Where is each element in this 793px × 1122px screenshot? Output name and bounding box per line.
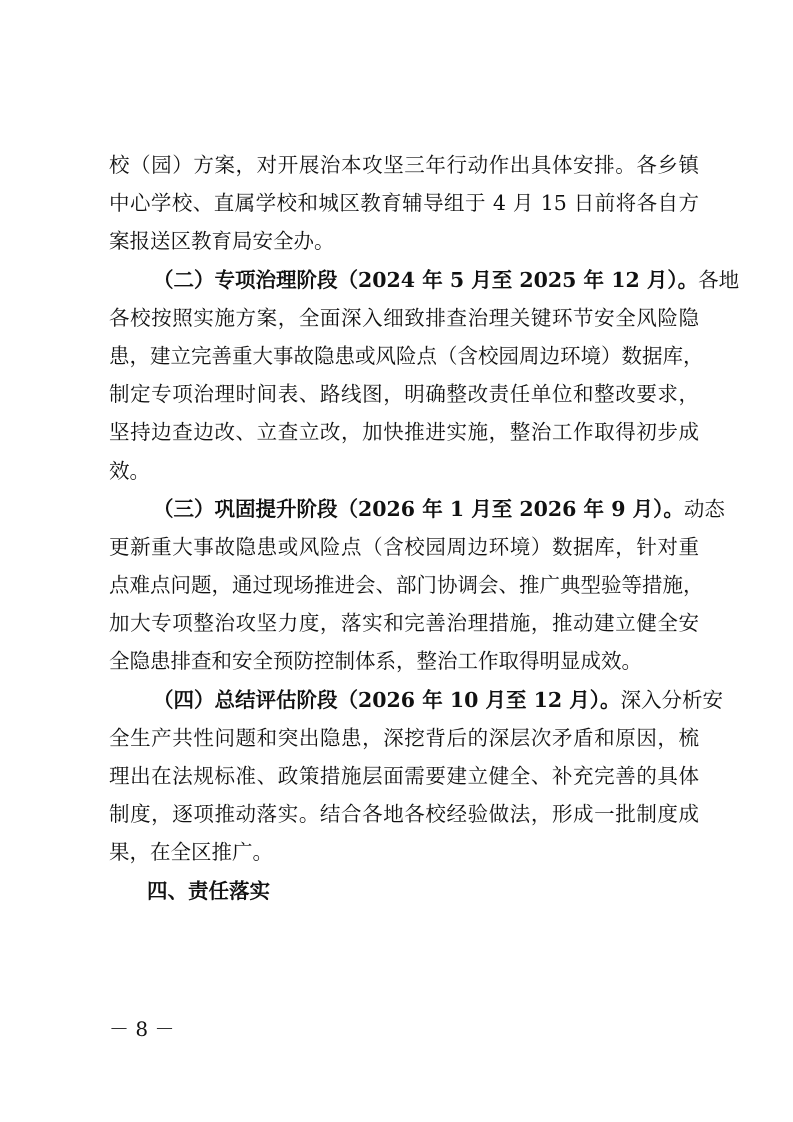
text-line: 各校按照实施方案，全面深入细致排查治理关键环节安全风险隐 [109,305,699,330]
text-line [109,261,740,299]
text-run: 深入分析安 [620,687,724,712]
text-line: 制度，逐项推动落实。结合各地各校经验做法，形成一批制度成 [109,802,699,827]
text-line: 全隐患排查和安全预防控制体系，整治工作取得明显成效。 [109,649,642,674]
text-line: 全生产共性问题和突出隐患，深挖背后的深层次矛盾和原因，梳 [109,725,699,750]
phase-heading: （二）专项治理阶段（2024 年 5 月至 2025 年 12 月）。 [153,267,699,292]
text-line: 点难点问题，通过现场推进会、部门协调会、推广典型验等措施， [109,573,704,598]
paragraph-special-governance [109,261,740,490]
phase-heading: （三）巩固提升阶段（2026 年 1 月至 2026 年 9 月）。 [153,496,684,521]
text-line: 更新重大事故隐患或风险点（含校园周边环境）数据库，针对重 [109,534,699,559]
text-run: 动态 [683,496,725,521]
paragraph-consolidation [109,490,725,681]
text-line: 中心学校、直属学校和城区教育辅导组于 4 月 15 日前将各自方 [109,191,699,216]
page-number: － 8 － [109,1017,175,1041]
paragraph-continuation [109,146,699,261]
text-line [109,681,724,719]
text-line: 坚持边查边改、立查立改，加快推进实施，整治工作取得初步成 [109,420,699,445]
text-line: 效。 [109,458,150,483]
paragraph-summary-evaluation [109,681,724,872]
phase-heading: （四）总结评估阶段（2026 年 10 月至 12 月）。 [153,687,621,712]
text-run: 各地 [698,267,740,292]
text-line: 果，在全区推广。 [109,840,273,865]
text-line: 患，建立完善重大事故隐患或风险点（含校园周边环境）数据库， [109,343,704,368]
text-line: 校（园）方案，对开展治本攻坚三年行动作出具体安排。各乡镇 [109,153,699,177]
text-line: 加大专项整治攻坚力度，落实和完善治理措施，推动建立健全安 [109,611,699,636]
section-heading: 四、责任落实 [147,878,270,903]
text-line: 制定专项治理时间表、路线图，明确整改责任单位和整改要求， [109,382,699,407]
text-line: 理出在法规标准、政策措施层面需要建立健全、补充完善的具体 [109,764,699,788]
text-line [109,490,725,528]
document-body [109,146,740,910]
text-line: 案报送区教育局安全办。 [109,229,335,254]
